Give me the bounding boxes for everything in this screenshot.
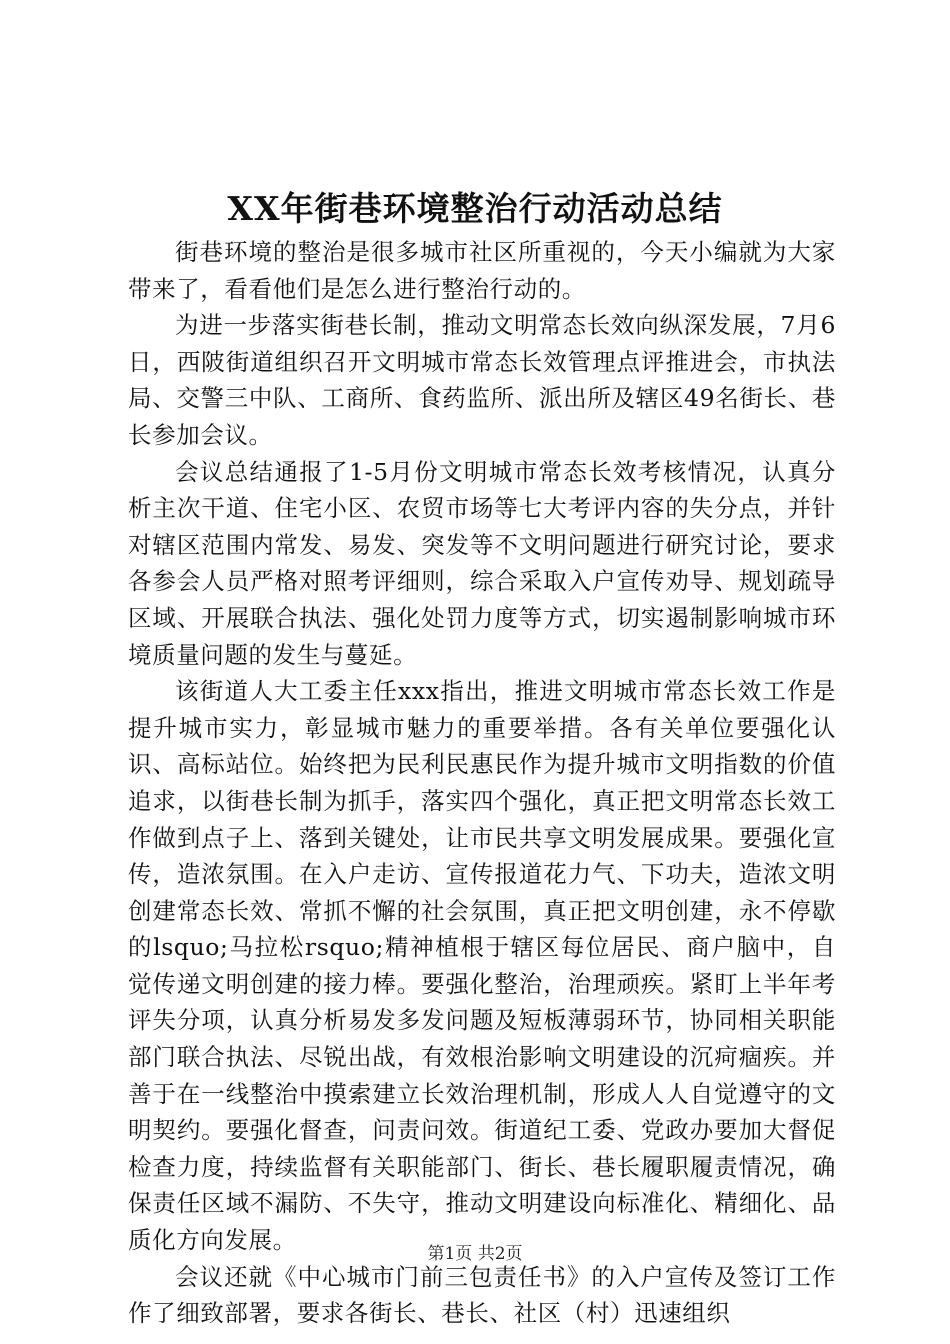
- document-body: [128, 234, 836, 1332]
- page-number: 第1页 共2页: [427, 1244, 523, 1264]
- paragraph-director-remarks: 该街道人大工委主任xxx指出，推进文明城市常态长效工作是提升城市实力，彰显城市魅力的重要举措。各有关单位要强化认识、高标站位。始终把为民利民惠民作为提升城市文明指数的价值追求，以街巷长制为抓手，落实四个强化，真正把文明常态长效工作做到点子上、落到关键处，让市民共享文明发展成果。要强化宣传，造浓氛围。在入户走访、宣传报道花力气、下功夫，造浓文明创建常态长效、常抓不懈的社会氛围，真正把文明创建，永不停歇的lsquo;马拉松rsquo;精神植根于辖区每位居民、商户脑中，自觉传递文明创建的接力棒。要强化整治，治理顽疾。紧盯上半年考评失分项，认真分析易发多发问题及短板薄弱环节，协同相关职能部门联合执法、尽锐出战，有效根治影响文明建设的沉疴痼疾。并善于在一线整治中摸索建立长效治理机制，形成人人自觉遵守的文明契约。要强化督查，问责问效。街道纪工委、党政办要加大督促检查力度，持续监督有关职能部门、街长、巷长履职履责情况，确保责任区域不漏防、不失守，推动文明建设向标准化、精细化、品质化方向发展。: [128, 677, 836, 1255]
- paragraph-meeting-summary: 会议总结通报了1-5月份文明城市常态长效考核情况，认真分析主次干道、住宅小区、农贸市场等七大考评内容的失分点，并针对辖区范围内常发、易发、突发等不文明问题进行研究讨论，要求各参会人员严格对照考评细则，综合采取入户宣传劝导、规划疏导区域、开展联合执法、强化处罚力度等方式，切实遏制影响城市环境质量问题的发生与蔓延。: [128, 457, 836, 669]
- paragraph-intro: 街巷环境的整治是很多城市社区所重视的，今天小编就为大家带来了，看看他们是怎么进行整治行动的。: [128, 238, 836, 303]
- paragraph-deployment: 会议还就《中心城市门前三包责任书》的入户宣传及签订工作作了细致部署，要求各街长、巷长、社区（村）迅速组织: [128, 1262, 836, 1328]
- paragraph-meeting-info: 为进一步落实街巷长制，推动文明常态长效向纵深发展，7月6日，西陂街道组织召开文明城市常态长效管理点评推进会，市执法局、交警三中队、工商所、食药监所、派出所及辖区49名街长、巷长参加会议。: [128, 311, 836, 449]
- document-title: XX年街巷环境整治行动活动总结: [227, 189, 723, 228]
